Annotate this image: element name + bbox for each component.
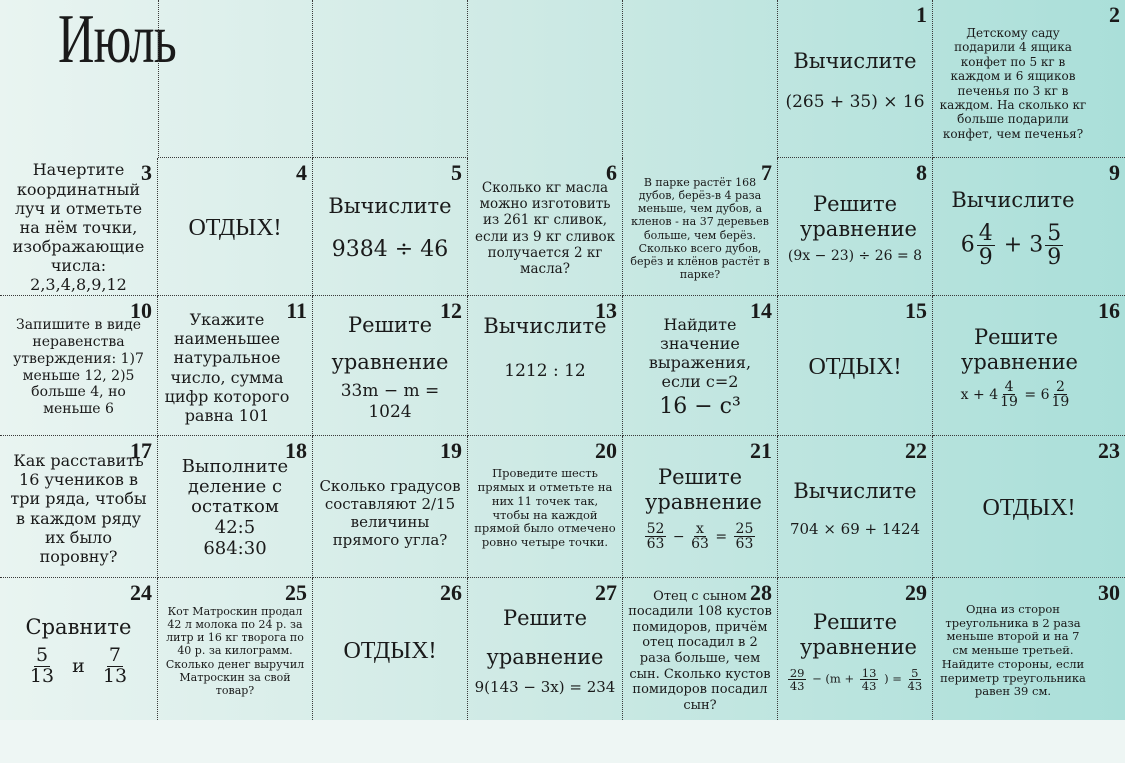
denominator: 9 xyxy=(978,244,993,270)
day-number: 27 xyxy=(595,580,617,605)
numerator: 25 xyxy=(735,520,754,537)
day-number: 26 xyxy=(440,580,462,605)
day-number: 11 xyxy=(286,298,307,323)
rest-label: ОТДЫХ! xyxy=(808,354,902,381)
day-cell-22 xyxy=(778,436,933,578)
numerator: 13 xyxy=(861,665,877,680)
day-number: 9 xyxy=(1109,160,1120,185)
whole-part: 6 xyxy=(960,232,975,258)
day-number: 4 xyxy=(296,160,307,185)
day-number: 8 xyxy=(916,160,927,185)
day-cell-17 xyxy=(0,436,158,578)
day-cell-9 xyxy=(933,158,1125,296)
empty-cell xyxy=(313,0,468,158)
day-cell-15 xyxy=(778,296,933,436)
day-number: 22 xyxy=(905,438,927,463)
task-text: Проведите шесть прямых и отметьте на них 11 точек так, чтобы на каждой прямой было отмечено ровно четыре точки. xyxy=(474,466,616,550)
task-heading: уравнение xyxy=(486,645,604,669)
fraction xyxy=(908,667,923,692)
day-number: 20 xyxy=(595,438,617,463)
day-cell-11 xyxy=(158,296,313,436)
day-number: 21 xyxy=(750,438,772,463)
numerator: 5 xyxy=(911,665,919,680)
day-cell-30 xyxy=(933,578,1125,720)
task-heading: Вычислите xyxy=(793,478,917,503)
task-text: Отец с сыном посадили 108 кустов помидоров, причём отец посадил в 2 раза больше, чем сын. Сколько кустов помидоров посадил сын? xyxy=(628,588,772,713)
day-number: 24 xyxy=(130,580,152,605)
denominator: 63 xyxy=(691,536,709,553)
day-cell-29 xyxy=(778,578,933,720)
day-cell-2 xyxy=(933,0,1125,158)
denominator: 43 xyxy=(789,678,805,693)
day-number: 7 xyxy=(761,160,772,185)
day-number: 17 xyxy=(130,438,152,463)
numerator: 5 xyxy=(1047,220,1062,246)
denominator: 63 xyxy=(646,536,665,553)
denominator: 63 xyxy=(735,536,754,553)
task-heading: Вычислите xyxy=(793,48,917,73)
page-footer xyxy=(0,720,1125,763)
fraction xyxy=(860,667,879,692)
numerator: 4 xyxy=(978,220,993,246)
day-cell-21 xyxy=(623,436,778,578)
numerator: 4 xyxy=(1004,378,1014,395)
task-text: Как расставить 16 учеников в три ряда, чтобы в каждом ряду их было поровну? xyxy=(10,450,147,566)
conjunction: и xyxy=(72,654,85,677)
calendar-title: Июль xyxy=(58,1,177,78)
task-expression: (265 + 35) × 16 xyxy=(785,91,925,112)
fraction-expression xyxy=(786,667,924,692)
day-number: 14 xyxy=(750,298,772,323)
day-cell-6 xyxy=(468,158,623,296)
whole-part: 3 xyxy=(1029,232,1044,258)
day-cell-24 xyxy=(0,578,158,720)
numerator: 2 xyxy=(1055,378,1065,395)
numerator: 5 xyxy=(35,644,49,667)
day-cell-28 xyxy=(623,578,778,720)
task-text: Выполните деление с остатком xyxy=(181,456,289,517)
mixed-fraction-expression xyxy=(961,222,1065,269)
numerator: 52 xyxy=(646,520,665,537)
task-text: Кот Матроскин продал 42 л молока по 24 р. за литр и 16 кг творога по 40 р. за килограмм. Сколько денег выручил Матроскин за свой товар? xyxy=(165,604,305,697)
day-cell-4 xyxy=(158,158,313,296)
day-cell-20 xyxy=(468,436,623,578)
day-cell-10 xyxy=(0,296,158,436)
day-cell-16 xyxy=(933,296,1125,436)
task-expression: 16 − c³ xyxy=(659,393,741,419)
day-cell-18 xyxy=(158,436,313,578)
day-number: 19 xyxy=(440,438,462,463)
task-expression: 9(143 − 3x) = 234 xyxy=(474,678,616,697)
rest-label: ОТДЫХ! xyxy=(188,215,282,242)
day-number: 6 xyxy=(606,160,617,185)
task-expression: (9x − 23) ÷ 26 = 8 xyxy=(787,248,923,265)
empty-cell xyxy=(623,0,778,158)
operator: + xyxy=(1003,232,1023,258)
task-text: В парке растёт 168 дубов, берёз-в 4 раза меньше, чем дубов, а кленов - на 37 деревьев больше, чем берёз. Сколько всего дубов, берёз и клёнов растёт в парке? xyxy=(630,175,770,282)
day-number: 5 xyxy=(451,160,462,185)
fraction xyxy=(734,522,756,552)
task-heading: Решите уравнение xyxy=(800,610,917,660)
task-text: Найдите значение выражения, если с=2 xyxy=(648,314,752,392)
numerator: x xyxy=(696,520,704,537)
task-heading: Вычислите xyxy=(328,193,452,218)
denominator: 43 xyxy=(861,678,877,693)
denominator: 9 xyxy=(1047,244,1062,270)
denominator: 13 xyxy=(102,665,128,688)
task-text: Начертите координатный луч и отметьте на нём точки, изображающие числа: 2,3,4,8,9,12 xyxy=(12,160,145,295)
task-expression: 42:5 xyxy=(214,516,256,538)
day-cell-8 xyxy=(778,158,933,296)
fraction xyxy=(1051,380,1069,410)
task-heading: Решите xyxy=(347,312,433,337)
day-number: 25 xyxy=(285,580,307,605)
day-cell-27 xyxy=(468,578,623,720)
day-number: 23 xyxy=(1098,438,1120,463)
day-cell-26 xyxy=(313,578,468,720)
denominator: 19 xyxy=(1000,394,1018,411)
task-heading: Вычислите xyxy=(483,314,607,338)
task-text: Сколько градусов составляют 2/15 величины прямого угла? xyxy=(319,476,461,549)
empty-cell xyxy=(468,0,623,158)
day-cell-23 xyxy=(933,436,1125,578)
day-number: 1 xyxy=(916,2,927,27)
day-number: 3 xyxy=(141,160,152,185)
day-number: 2 xyxy=(1109,2,1120,27)
day-cell-13 xyxy=(468,296,623,436)
fraction xyxy=(645,522,667,552)
denominator: 43 xyxy=(907,678,923,693)
task-expression: 704 × 69 + 1424 xyxy=(789,520,921,539)
day-cell-14 xyxy=(623,296,778,436)
operator: = xyxy=(715,528,728,545)
task-text: Сколько кг масла можно изготовить из 261 кг сливок, если из 9 кг сливок получается 2 кг масла? xyxy=(474,179,616,277)
numerator: 7 xyxy=(108,644,122,667)
day-cell-19 xyxy=(313,436,468,578)
day-number: 16 xyxy=(1098,298,1120,323)
day-cell-5 xyxy=(313,158,468,296)
task-text: Укажите наименьшее натуральное число, сумма цифр которого равна 101 xyxy=(164,309,290,425)
day-number: 29 xyxy=(905,580,927,605)
fraction xyxy=(977,222,995,269)
rest-label: ОТДЫХ! xyxy=(982,495,1076,522)
task-text: Детскому саду подарили 4 ящика конфет по 5 кг в каждом и 6 ящиков печенья по 3 кг в каждом. На сколько кг больше подарили конфет, чем печенья? xyxy=(939,25,1087,141)
day-number: 18 xyxy=(285,438,307,463)
task-heading: уравнение xyxy=(331,350,449,375)
operator: ) = xyxy=(884,671,902,686)
day-number: 30 xyxy=(1098,580,1120,605)
day-number: 15 xyxy=(905,298,927,323)
operator: − (m + xyxy=(812,671,855,686)
fraction xyxy=(788,667,807,692)
day-cell-25 xyxy=(158,578,313,720)
expression-part: x + 4 xyxy=(960,386,999,403)
fraction xyxy=(691,522,709,552)
denominator: 19 xyxy=(1051,394,1070,411)
fraction xyxy=(1000,380,1018,410)
expression-part: = 6 xyxy=(1024,386,1050,403)
day-cell-7 xyxy=(623,158,778,296)
operator: − xyxy=(672,528,685,545)
compare-expression xyxy=(28,646,129,687)
day-number: 10 xyxy=(130,298,152,323)
day-cell-3 xyxy=(0,158,158,296)
mixed-fraction-expression xyxy=(961,380,1072,410)
denominator: 13 xyxy=(29,665,55,688)
day-cell-12 xyxy=(313,296,468,436)
empty-cell xyxy=(0,0,158,158)
fraction xyxy=(30,646,54,687)
day-number: 28 xyxy=(750,580,772,605)
task-heading: Вычислите xyxy=(951,188,1075,213)
task-expression: 1212 : 12 xyxy=(504,361,586,382)
day-number: 13 xyxy=(595,298,617,323)
fraction xyxy=(103,646,127,687)
task-heading: Решите уравнение xyxy=(800,191,917,242)
fraction xyxy=(1045,222,1063,269)
task-expression: 9384 ÷ 46 xyxy=(331,236,449,262)
task-text: Запишите в виде неравенства утверждения: 1)7 меньше 12, 2)5 больше 4, но меньше 6 xyxy=(13,317,144,418)
task-heading: Решите уравнение xyxy=(961,325,1078,375)
task-expression: 684:30 xyxy=(203,538,267,560)
empty-cell xyxy=(158,0,313,158)
task-expression: 33m − m = 1024 xyxy=(340,381,440,422)
numerator: 29 xyxy=(789,665,805,680)
fraction-expression xyxy=(643,522,758,552)
day-cell-1 xyxy=(778,0,933,158)
task-text: Одна из сторон треугольника в 2 раза меньше второй и на 7 см меньше третьей. Найдите стороны, если периметр треугольника равен 39 см. xyxy=(940,601,1086,699)
task-heading: Решите xyxy=(502,605,588,630)
rest-label: ОТДЫХ! xyxy=(343,637,437,664)
task-heading: Сравните xyxy=(25,614,132,639)
day-number: 12 xyxy=(440,298,462,323)
task-heading: Решите уравнение xyxy=(645,465,762,515)
